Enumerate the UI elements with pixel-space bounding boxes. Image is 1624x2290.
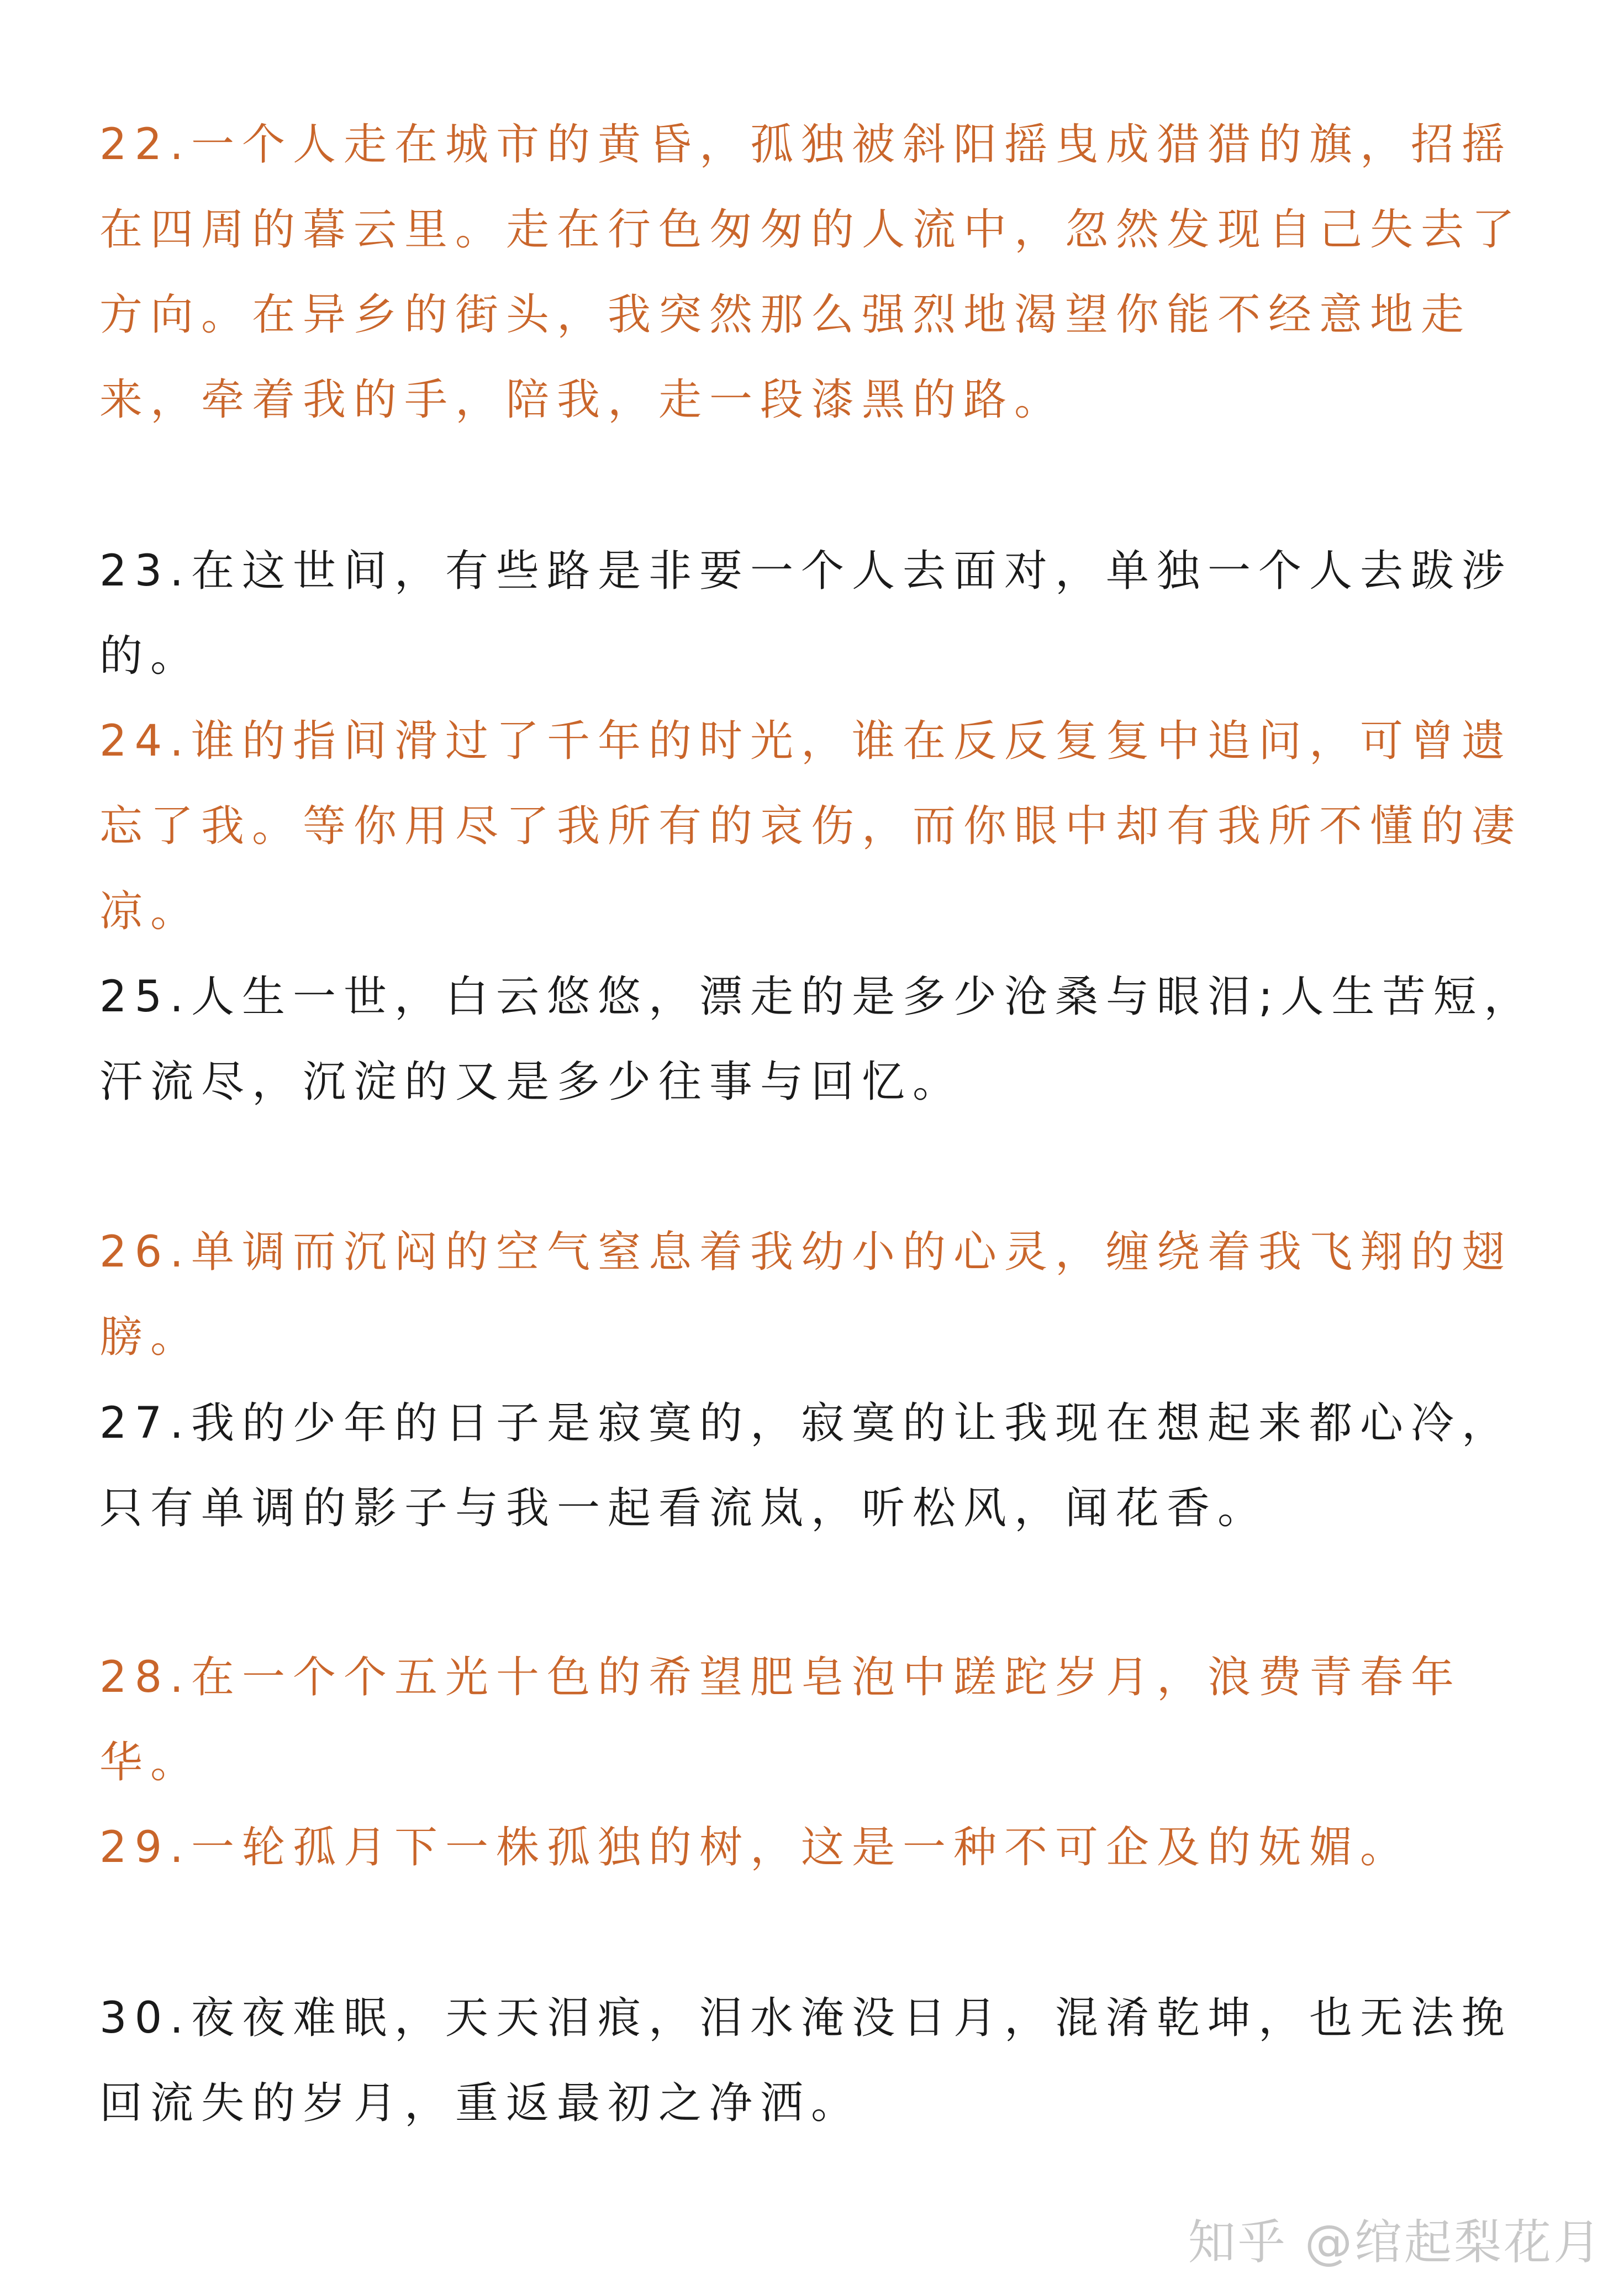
quote-30: 30.夜夜难眠，天天泪痕，泪水淹没日月，混淆乾坤，也无法挽回流失的岁月，重返最初之净洒。 — [99, 1993, 1513, 2128]
quote-24: 24.谁的指间滑过了千年的时光，谁在反反复复中追问，可曾遗忘了我。等你用尽了我所有的哀伤，而你眼中却有我所不懂的凄凉。 — [99, 716, 1523, 936]
quote-23: 23.在这世间，有些路是非要一个人去面对，单独一个人去跋涉的。 — [99, 546, 1513, 681]
quote-22: 22.一个人走在城市的黄昏，孤独被斜阳摇曳成猎猎的旗，招摇在四周的暮云里。走在行色匆匆的人流中，忽然发现自己失去了方向。在异乡的街头，我突然那么强烈地渴望你能不经意地走来，牵着我的手，陪我，走一段漆黑的路。 — [99, 120, 1523, 425]
quote-26: 26.单调而沉闷的空气窒息着我幼小的心灵，缠绕着我飞翔的翅膀。 — [99, 1227, 1513, 1362]
quote-27: 27.我的少年的日子是寂寞的，寂寞的让我现在想起来都心冷，只有单调的影子与我一起看流岚，听松风，闻花香。 — [99, 1399, 1513, 1533]
quote-28: 28.在一个个五光十色的希望肥皂泡中蹉跎岁月，浪费青春年华。 — [99, 1653, 1462, 1787]
quote-25: 25.人生一世，白云悠悠，漂走的是多少沧桑与眼泪;人生苦短，汗流尽，沉淀的又是多少往事与回忆。 — [99, 972, 1535, 1107]
zhihu-watermark: 知乎 @绾起梨花月 — [1188, 2215, 1603, 2270]
quote-29: 29.一轮孤月下一株孤独的树，这是一种不可企及的妩媚。 — [99, 1823, 1411, 1872]
